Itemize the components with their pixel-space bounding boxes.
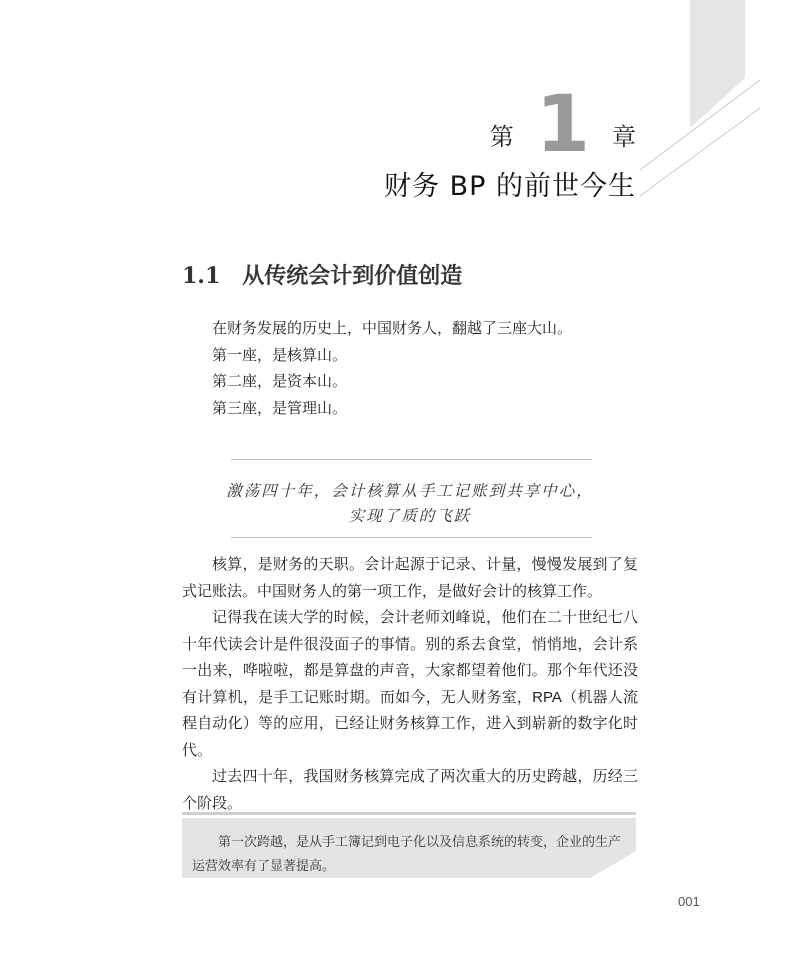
callout-text [192, 831, 628, 879]
body-paragraph: 核算，是财务的天职。会计起源于记录、计量，慢慢发展到了复式记账法。中国财务人的第一项工作，是做好会计的核算工作。 [182, 556, 638, 600]
callout-paragraph: 第一次跨越，是从手工簿记到电子化以及信息系统的转变，企业的生产运营效率有了显著提高。 [192, 835, 622, 874]
chapter-title: 财务 BP 的前世今生 [384, 171, 636, 202]
chapter-number: 1 [535, 80, 590, 170]
pull-quote-line: 实现了质的飞跃 [348, 507, 472, 525]
intro-line: 第三座，是管理山。 [212, 399, 348, 417]
section-title: 从传统会计到价值创造 [242, 263, 463, 289]
intro-line: 第二座，是资本山。 [212, 373, 348, 390]
chapter-heading [489, 80, 636, 170]
page-number: 001 [678, 894, 700, 909]
body-text [182, 552, 638, 817]
body-paragraph: 过去四十年，我国财务核算完成了两次重大的历史跨越，历经三个阶段。 [182, 768, 638, 812]
intro-lines [212, 316, 572, 422]
intro-line: 在财务发展的历史上，中国财务人，翻越了三座大山。 [212, 320, 573, 337]
quote-rule-top [231, 459, 592, 460]
chapter-suffix: 章 [612, 123, 636, 151]
pull-quote-line: 激荡四十年，会计核算从手工记账到共享中心， [226, 482, 594, 500]
diagonal-rule-lower [640, 108, 760, 196]
body-paragraph: 记得我在读大学的时候，会计老师刘峰说，他们在二十世纪七八十年代读会计是件很没面子的事情。别的系去食堂，悄悄地，会计系一出来，哗啦啦，都是算盘的声音，大家都望着他们。那个年代还没有计算机，是手工记账时期。而如今，无人财务室，RPA（机器人流程自动化）等的应用，已经让财务核算工作，进入到崭新的数字化时代。 [182, 609, 638, 759]
pull-quote [182, 479, 638, 529]
section-heading [182, 259, 462, 290]
callout-top-rule [182, 812, 636, 815]
section-number: 1.1 [182, 263, 221, 289]
intro-line: 第一座，是核算山。 [212, 346, 348, 364]
corner-gray-band [690, 0, 745, 128]
diagonal-rule-upper [640, 80, 760, 170]
quote-rule-bottom [231, 537, 592, 538]
chapter-prefix: 第 [489, 123, 514, 151]
